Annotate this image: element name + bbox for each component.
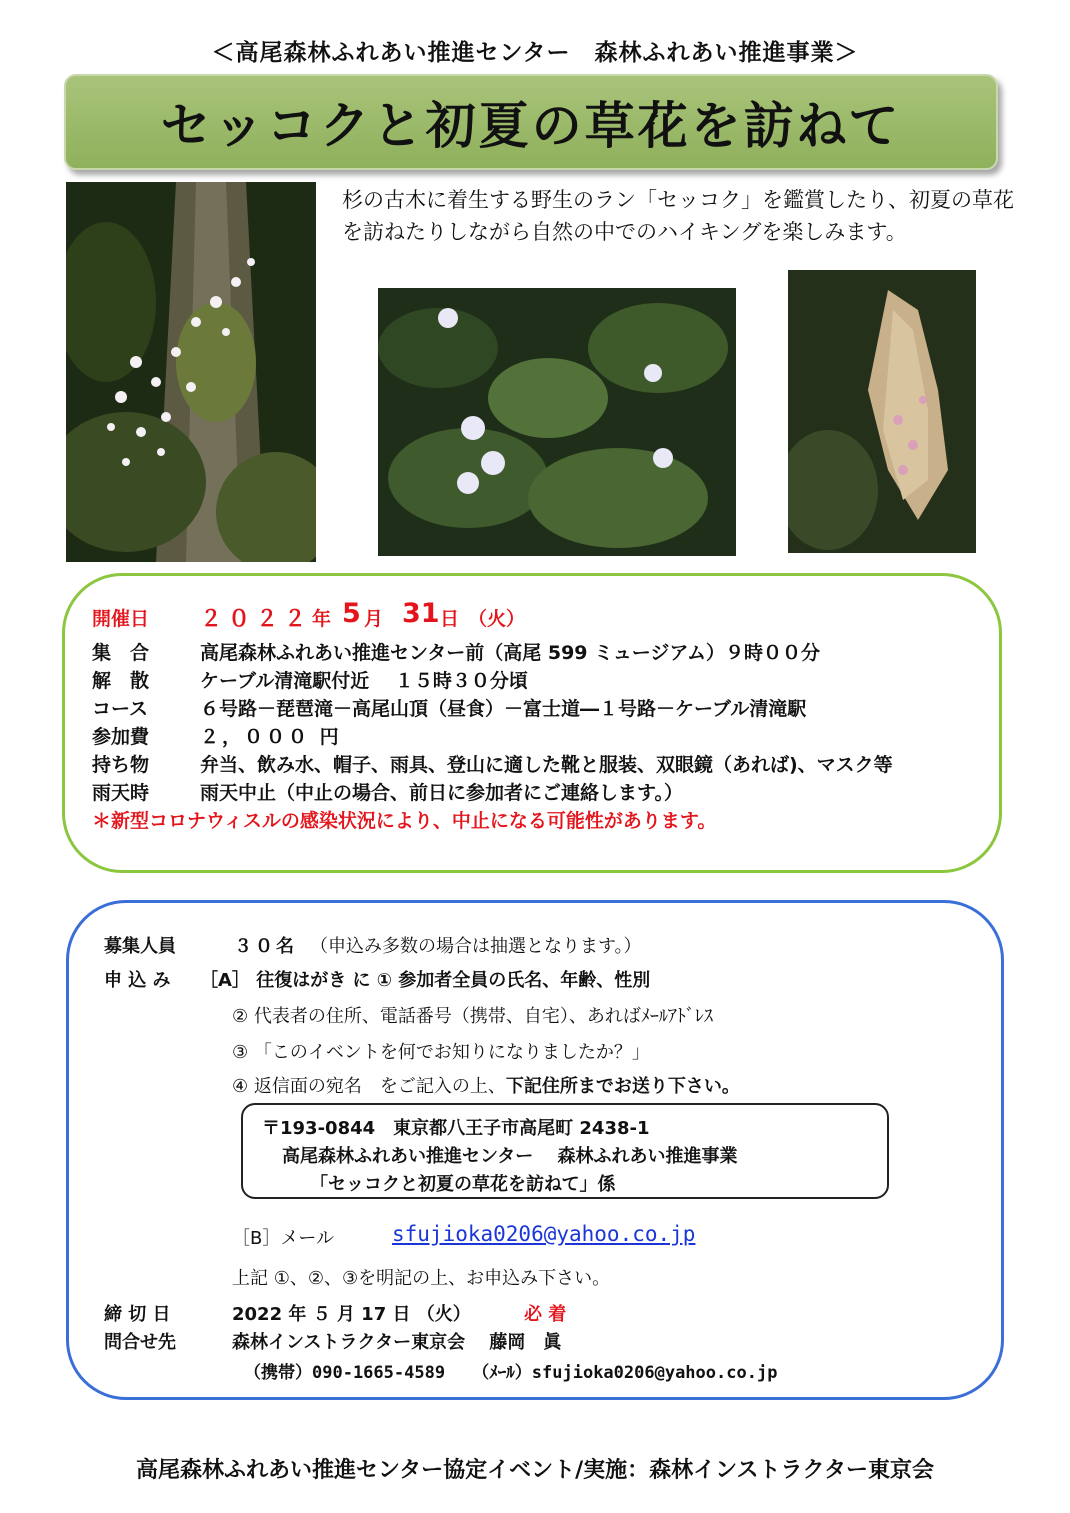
capacity-label: 募集人員 [104,936,176,957]
footer: 高尾森林ふれあい推進センター協定イベント/実施：森林インストラクター東京会 [135,1458,935,1483]
date-month-unit: 月 [364,608,384,630]
items-label: 持ち物 [92,754,150,776]
photo-orchid-spike [788,270,976,553]
photo-orchid-tree [66,182,316,562]
apply-item-4-prefix: ④ 返信面の宛名 をご記入の上、 [232,1076,506,1097]
date-label: 開催日 [92,608,150,630]
course-value: ６号路－琵琶滝－高尾山頂（昼食）－富士道―１号路－ケーブル清滝駅 [200,698,807,720]
meet-value: 高尾森林ふれあい推進センター前（高尾 599 ミュージアム）９時００分 [200,642,821,664]
page-title: セッコクと初夏の草花を訪ねて [160,97,902,155]
rain-label: 雨天時 [92,782,150,804]
intro-text: 杉の古木に着生する野生のラン「セッコク」を鑑賞したり、初夏の草花を訪ねたりしながら自然の中でのハイキングを楽しみます。 [342,188,1014,244]
apply-item-4-bold: 下記住所までお送り下さい。 [505,1076,740,1097]
date-day-unit: 日 [440,608,460,630]
apply-label: 申 込 み [104,970,171,991]
deadline-value: 2022 年 ５ 月 17 日 （火） [232,1304,471,1325]
header-subtitle: ＜高尾森林ふれあい推進センター 森林ふれあい推進事業＞ [211,40,859,66]
title-banner [64,74,998,170]
deadline-label: 締 切 日 [104,1304,171,1325]
method-b-note: 上記 ①、②、③を明記の上、お申込み下さい。 [232,1268,611,1289]
email-link[interactable]: sfujioka0206@yahoo.co.jp [392,1222,696,1246]
method-b-label: ［B］メール [232,1228,334,1249]
course-label: コース [92,698,149,720]
photo-orchid-spike-art [788,270,976,553]
dismiss-label: 解 散 [92,670,150,692]
address-line-3: 「セッコクと初夏の草花を訪ねて」係 [310,1174,616,1195]
fee-value: ２，０００ 円 [200,726,342,748]
address-line-2: 高尾森林ふれあい推進センター 森林ふれあい推進事業 [282,1146,738,1167]
covid-notice: ＊新型コロナウィスルの感染状況により、中止になる可能性があります。 [92,810,717,832]
photo-orchid-tree-art [66,182,316,562]
date-year-unit: 年 [312,608,332,630]
date-year: ２０２２ [200,607,313,632]
apply-item-3: ③ 「このイベントを何でお知りになりましたか？」 [232,1042,650,1063]
contact-phone: （携帯）090-1665-4589 （ﾒｰﾙ）sfujioka0206@yahoo.co.jp [244,1363,778,1383]
date-day: 31 [402,598,440,629]
date-month: 5 [342,598,361,629]
contact-label: 問合せ先 [104,1332,176,1353]
contact-value: 森林インストラクター東京会 藤岡 眞 [232,1332,562,1353]
method-a: ［A］ 往復はがき に ① 参加者全員の氏名、年齢、性別 [200,970,651,991]
deadline-must: 必 着 [524,1304,567,1325]
capacity-note: （申込み多数の場合は抽選となります。） [310,936,642,957]
apply-item-4 [232,1072,740,1098]
photo-white-flowers-art [378,288,736,556]
photo-white-flowers [378,288,736,556]
rain-value: 雨天中止（中止の場合、前日に参加者にご連絡します。） [200,782,683,804]
fee-label: 参加費 [92,726,150,748]
date-row [92,598,526,632]
date-weekday: （火） [468,608,526,630]
items-value: 弁当、飲み水、帽子、雨具、登山に適した靴と服装、双眼鏡（あれば)、マスク等 [200,754,893,776]
capacity-value: ３０名 [234,936,297,957]
address-line-1: 〒193-0844 東京都八王子市高尾町 2438-1 [262,1118,650,1139]
meet-label: 集 合 [92,642,150,664]
apply-item-2: ② 代表者の住所、電話番号（携帯、自宅）、あればﾒｰﾙｱﾄﾞﾚｽ [232,1006,713,1027]
dismiss-value: ケーブル清滝駅付近 １５時３０分頃 [200,670,528,692]
